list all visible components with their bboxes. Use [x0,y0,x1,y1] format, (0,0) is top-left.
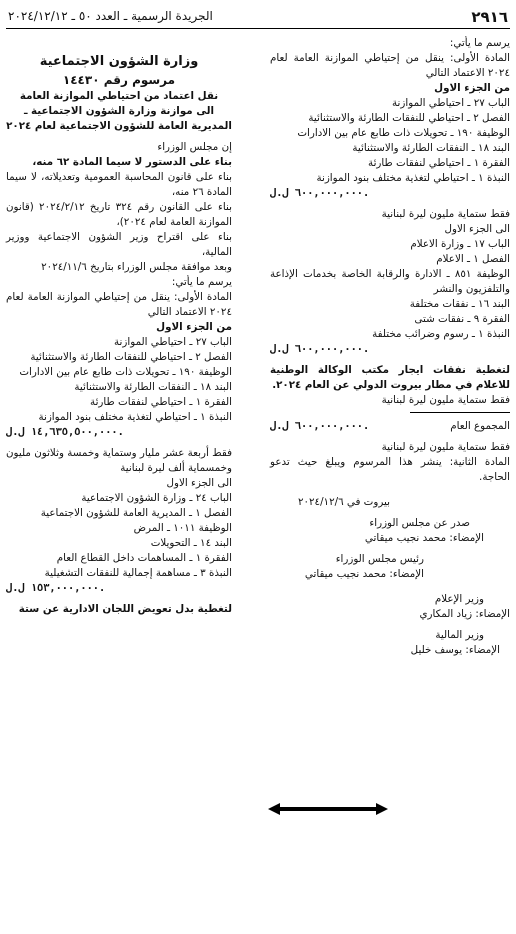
total-rule [410,412,510,413]
total-words: فقط ستماية مليون ليرة لبنانية [381,441,510,453]
article-one: المادة الأولى: ينقل من إحتياطي الموازنة العامة لعام ٢٠٢٤ الاعتماد التالي [270,52,510,79]
proposal-clause: بناء على اقتراح وزير الشؤون الاجتماعية ووزير المالية، [6,231,232,258]
decree-subject: نقل اعتماد من احتياطي الموازنة العامة [19,90,219,102]
page-header [6,6,510,29]
decree-subject: الى موازنة وزارة الشؤون الاجتماعية ـ [23,105,215,117]
approval-clause: وبعد موافقة مجلس الوزراء بتاريخ ٢٠٢٤/١١/٦ [41,261,232,273]
ministry-title: وزارة الشؤون الاجتماعية [39,54,199,69]
total-label: المجموع العام [450,420,510,432]
decree-subject: المديرية العامة للشؤون الاجتماعية لعام ٢٠٢٤ [6,120,232,132]
issued-by: صدر عن مجلس الوزراء [369,517,470,529]
to-line: الباب ٢٤ ـ وزارة الشؤون الاجتماعية [81,492,232,504]
left-column [6,52,232,617]
law-clause: بناء على القانون رقم ٣٢٤ تاريخ ٢٠٢٤/٢/١٢ (قانون الموازنة العامة لعام ٢٠٢٤)، [6,201,232,228]
to-line: الفقرة ١ ـ المساهمات داخل القطاع العام [56,552,232,564]
purpose: لتغطية نفقات ايجار مكتب الوكالة الوطنية للاعلام في مطار بيروت الدولي عن العام ٢٠٢٤. [270,364,510,391]
from-line: الفقرة ١ ـ احتياطي لنفقات طارئة [368,157,510,169]
from-line: الفصل ٢ ـ احتياطي للنفقات الطارئة والاستثنائية [30,351,232,363]
signature: الإمضاء: محمد نجيب ميقاتي [364,532,484,544]
page-number: ٢٩١٦ [471,8,508,26]
from-line: النبذة ١ ـ احتياطي لتغذية مختلف بنود الموازنة [38,411,232,423]
finance-minister-signature: الإمضاء: يوسف خليل [410,644,500,656]
to-line: البند ١٤ ـ التحويلات [150,537,232,549]
right-column [270,36,510,658]
pm-signature: الإمضاء: محمد نجيب ميقاتي [304,568,424,580]
signing-date: بيروت في ٢٠٢٤/١٢/٦ [297,496,390,508]
info-minister-signature: الإمضاء: زياد المكاري [419,608,510,620]
from-line: الباب ٢٧ ـ احتياطي الموازنة [114,336,232,348]
amount: ٦٠٠,٠٠٠,٠٠٠ ل.ل. [270,187,370,199]
finance-minister-title: وزير المالية [435,629,484,641]
decrees-line: يرسم ما يأتي: [171,276,232,288]
to-line: الفصل ١ ـ المديرية العامة للشؤون الاجتماعية [40,507,232,519]
constitution-clause: بناء على الدستور لا سيما المادة ٦٢ منه، [32,156,232,168]
info-minister-title: وزير الإعلام [434,593,484,605]
from-line: الباب ٢٧ ـ احتياطي الموازنة [392,97,510,109]
amount: ٦٠٠,٠٠٠,٠٠٠ ل.ل. [270,343,370,355]
purpose-words: فقط ستماية مليون ليرة لبنانية [381,394,510,406]
from-line: البند ١٨ ـ النفقات الطارئة والاستثنائية [352,142,510,154]
law-clause: بناء على قانون المحاسبة العمومية وتعديلاته، لا سيما المادة ٢٦ منه، [6,171,232,198]
decree-number: مرسوم رقم ١٤٤٣٠ [62,73,176,87]
from-part: من الجزء الاول [434,82,510,94]
from-line: الفصل ٢ ـ احتياطي للنفقات الطارئة والاستثنائية [308,112,510,124]
article-two: المادة الثانية: ينشر هذا المرسوم ويبلغ حيث تدعو الحاجة. [270,456,510,483]
purpose: لتغطية بدل تعويض اللجان الادارية عن ستة [18,603,232,615]
to-line: النبذة ١ ـ رسوم وضرائب مختلفة [372,328,510,340]
to-line: الفصل ١ ـ الاعلام [436,253,510,265]
to-line: الباب ١٧ ـ وزارة الاعلام [410,238,510,250]
to-line: النبذة ٣ ـ مساهمة إجمالية للنفقات التشغيلية [44,567,232,579]
from-line: الفقرة ١ ـ احتياطي لنفقات طارئة [90,396,232,408]
gazette-title: الجريدة الرسمية ـ العدد ٥٠ ـ ٢٠٢٤/١٢/١٢ [8,9,213,23]
total-amount: ٦٠٠,٠٠٠,٠٠٠ ل.ل. [270,420,370,432]
end-arrow-icon [268,802,388,816]
from-part: من الجزء الاول [156,321,232,333]
council-intro: إن مجلس الوزراء [157,141,232,153]
from-line: النبذة ١ ـ احتياطي لتغذية مختلف بنود الموازنة [316,172,510,184]
amount: ١٥٣,٠٠٠,٠٠٠ ل.ل. [6,582,106,594]
article-one: المادة الأولى: ينقل من إحتياطي الموازنة العامة لعام ٢٠٢٤ الاعتماد التالي [6,291,232,318]
to-line: الوظيفة ٨٥١ ـ الادارة والرقابة الخاصة بخدمات الإذاعة والتلفزيون والنشر [270,268,510,295]
to-line: البند ١٦ ـ نفقات مختلفة [409,298,510,310]
from-line: الوظيفة ١٩٠ ـ تحويلات ذات طابع عام بين الادارات [19,366,232,378]
from-line: الوظيفة ١٩٠ ـ تحويلات ذات طابع عام بين الادارات [297,127,510,139]
amount-words: فقط أربعة عشر مليار وستماية وخمسة وثلاثون مليون وخمسماية ألف ليرة لبنانية [6,447,232,474]
amount-words: فقط ستماية مليون ليرة لبنانية [381,208,510,220]
from-line: البند ١٨ ـ النفقات الطارئة والاستثنائية [74,381,232,393]
amount: ١٤,٦٣٥,٥٠٠,٠٠٠ ل.ل. [6,426,124,438]
pm-title: رئيس مجلس الوزراء [335,553,424,565]
to-line: الوظيفة ١٠١١ ـ المرض [133,522,232,534]
to-line: الفقرة ٩ ـ نفقات شتى [414,313,510,325]
to-part: الى الجزء الاول [444,223,510,235]
to-part: الى الجزء الاول [166,477,232,489]
decrees-line: يرسم ما يأتي: [449,37,510,49]
